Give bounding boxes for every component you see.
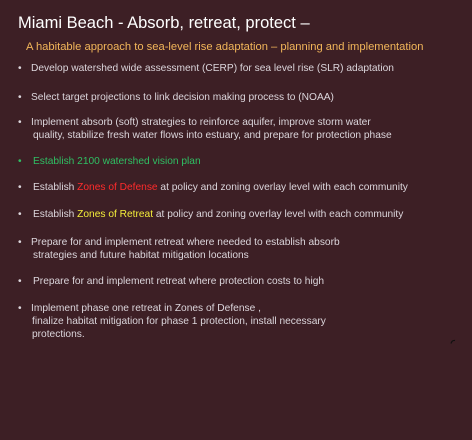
bullet-continuation: quality, stabilize fresh water flows into estuary, and prepare for protection phase bbox=[33, 130, 392, 141]
mouse-cursor-icon bbox=[450, 339, 456, 345]
bullet-dot: • bbox=[18, 92, 22, 103]
bullet-text: Develop watershed wide assessment (CERP) for sea level rise (SLR) adaptation bbox=[31, 63, 394, 74]
bullet-dot: • bbox=[18, 182, 22, 193]
bullet-text: Prepare for and implement retreat where protection costs to high bbox=[33, 276, 325, 287]
bullet-item-absorb-strategies bbox=[18, 116, 392, 142]
bullet-continuation: protections. bbox=[32, 329, 85, 340]
bullet-item-assessment bbox=[18, 62, 394, 75]
bullet-text: Select target projections to link decision making process to (NOAA) bbox=[31, 92, 334, 103]
bullet-text: Prepare for and implement retreat where needed to establish absorb bbox=[31, 237, 340, 248]
bullet-text: Implement phase one retreat in Zones of Defense , bbox=[31, 303, 261, 314]
bullet-text: Establish 2100 watershed vision plan bbox=[33, 156, 201, 167]
bullet-item-vision-plan bbox=[18, 155, 201, 168]
bullet-dot: • bbox=[18, 209, 22, 220]
bullet-item-retreat-costs bbox=[18, 275, 324, 288]
bullet-item-zones-of-defense bbox=[18, 181, 408, 194]
bullet-item-zones-of-retreat bbox=[18, 208, 403, 221]
bullet-text-suffix: at policy and zoning overlay level with each community bbox=[157, 182, 408, 193]
bullet-dot: • bbox=[18, 63, 22, 74]
zones-of-retreat-highlight: Zones of Retreat bbox=[77, 209, 154, 220]
bullet-dot: • bbox=[18, 117, 22, 128]
bullet-dot: • bbox=[18, 303, 22, 314]
bullet-dot: • bbox=[18, 156, 22, 167]
bullet-text: Implement absorb (soft) strategies to reinforce aquifer, improve storm water bbox=[31, 117, 371, 128]
bullet-item-retreat-absorb bbox=[18, 236, 340, 262]
bullet-item-projections bbox=[18, 91, 334, 104]
slide-subtitle: A habitable approach to sea-level rise adaptation – planning and implementation bbox=[26, 41, 424, 53]
bullet-text-prefix: Establish bbox=[33, 182, 78, 193]
bullet-item-phase-one bbox=[18, 302, 326, 341]
slide-title: Miami Beach - Absorb, retreat, protect – bbox=[18, 14, 310, 32]
bullet-text-prefix: Establish bbox=[33, 209, 78, 220]
zones-of-defense-highlight: Zones of Defense bbox=[77, 182, 158, 193]
bullet-continuation: strategies and future habitat mitigation locations bbox=[33, 250, 249, 261]
bullet-dot: • bbox=[18, 276, 22, 287]
bullet-text-suffix: at policy and zoning overlay level with each community bbox=[153, 209, 404, 220]
bullet-dot: • bbox=[18, 237, 22, 248]
bullet-continuation: finalize habitat mitigation for phase 1 protection, install necessary bbox=[32, 316, 326, 327]
